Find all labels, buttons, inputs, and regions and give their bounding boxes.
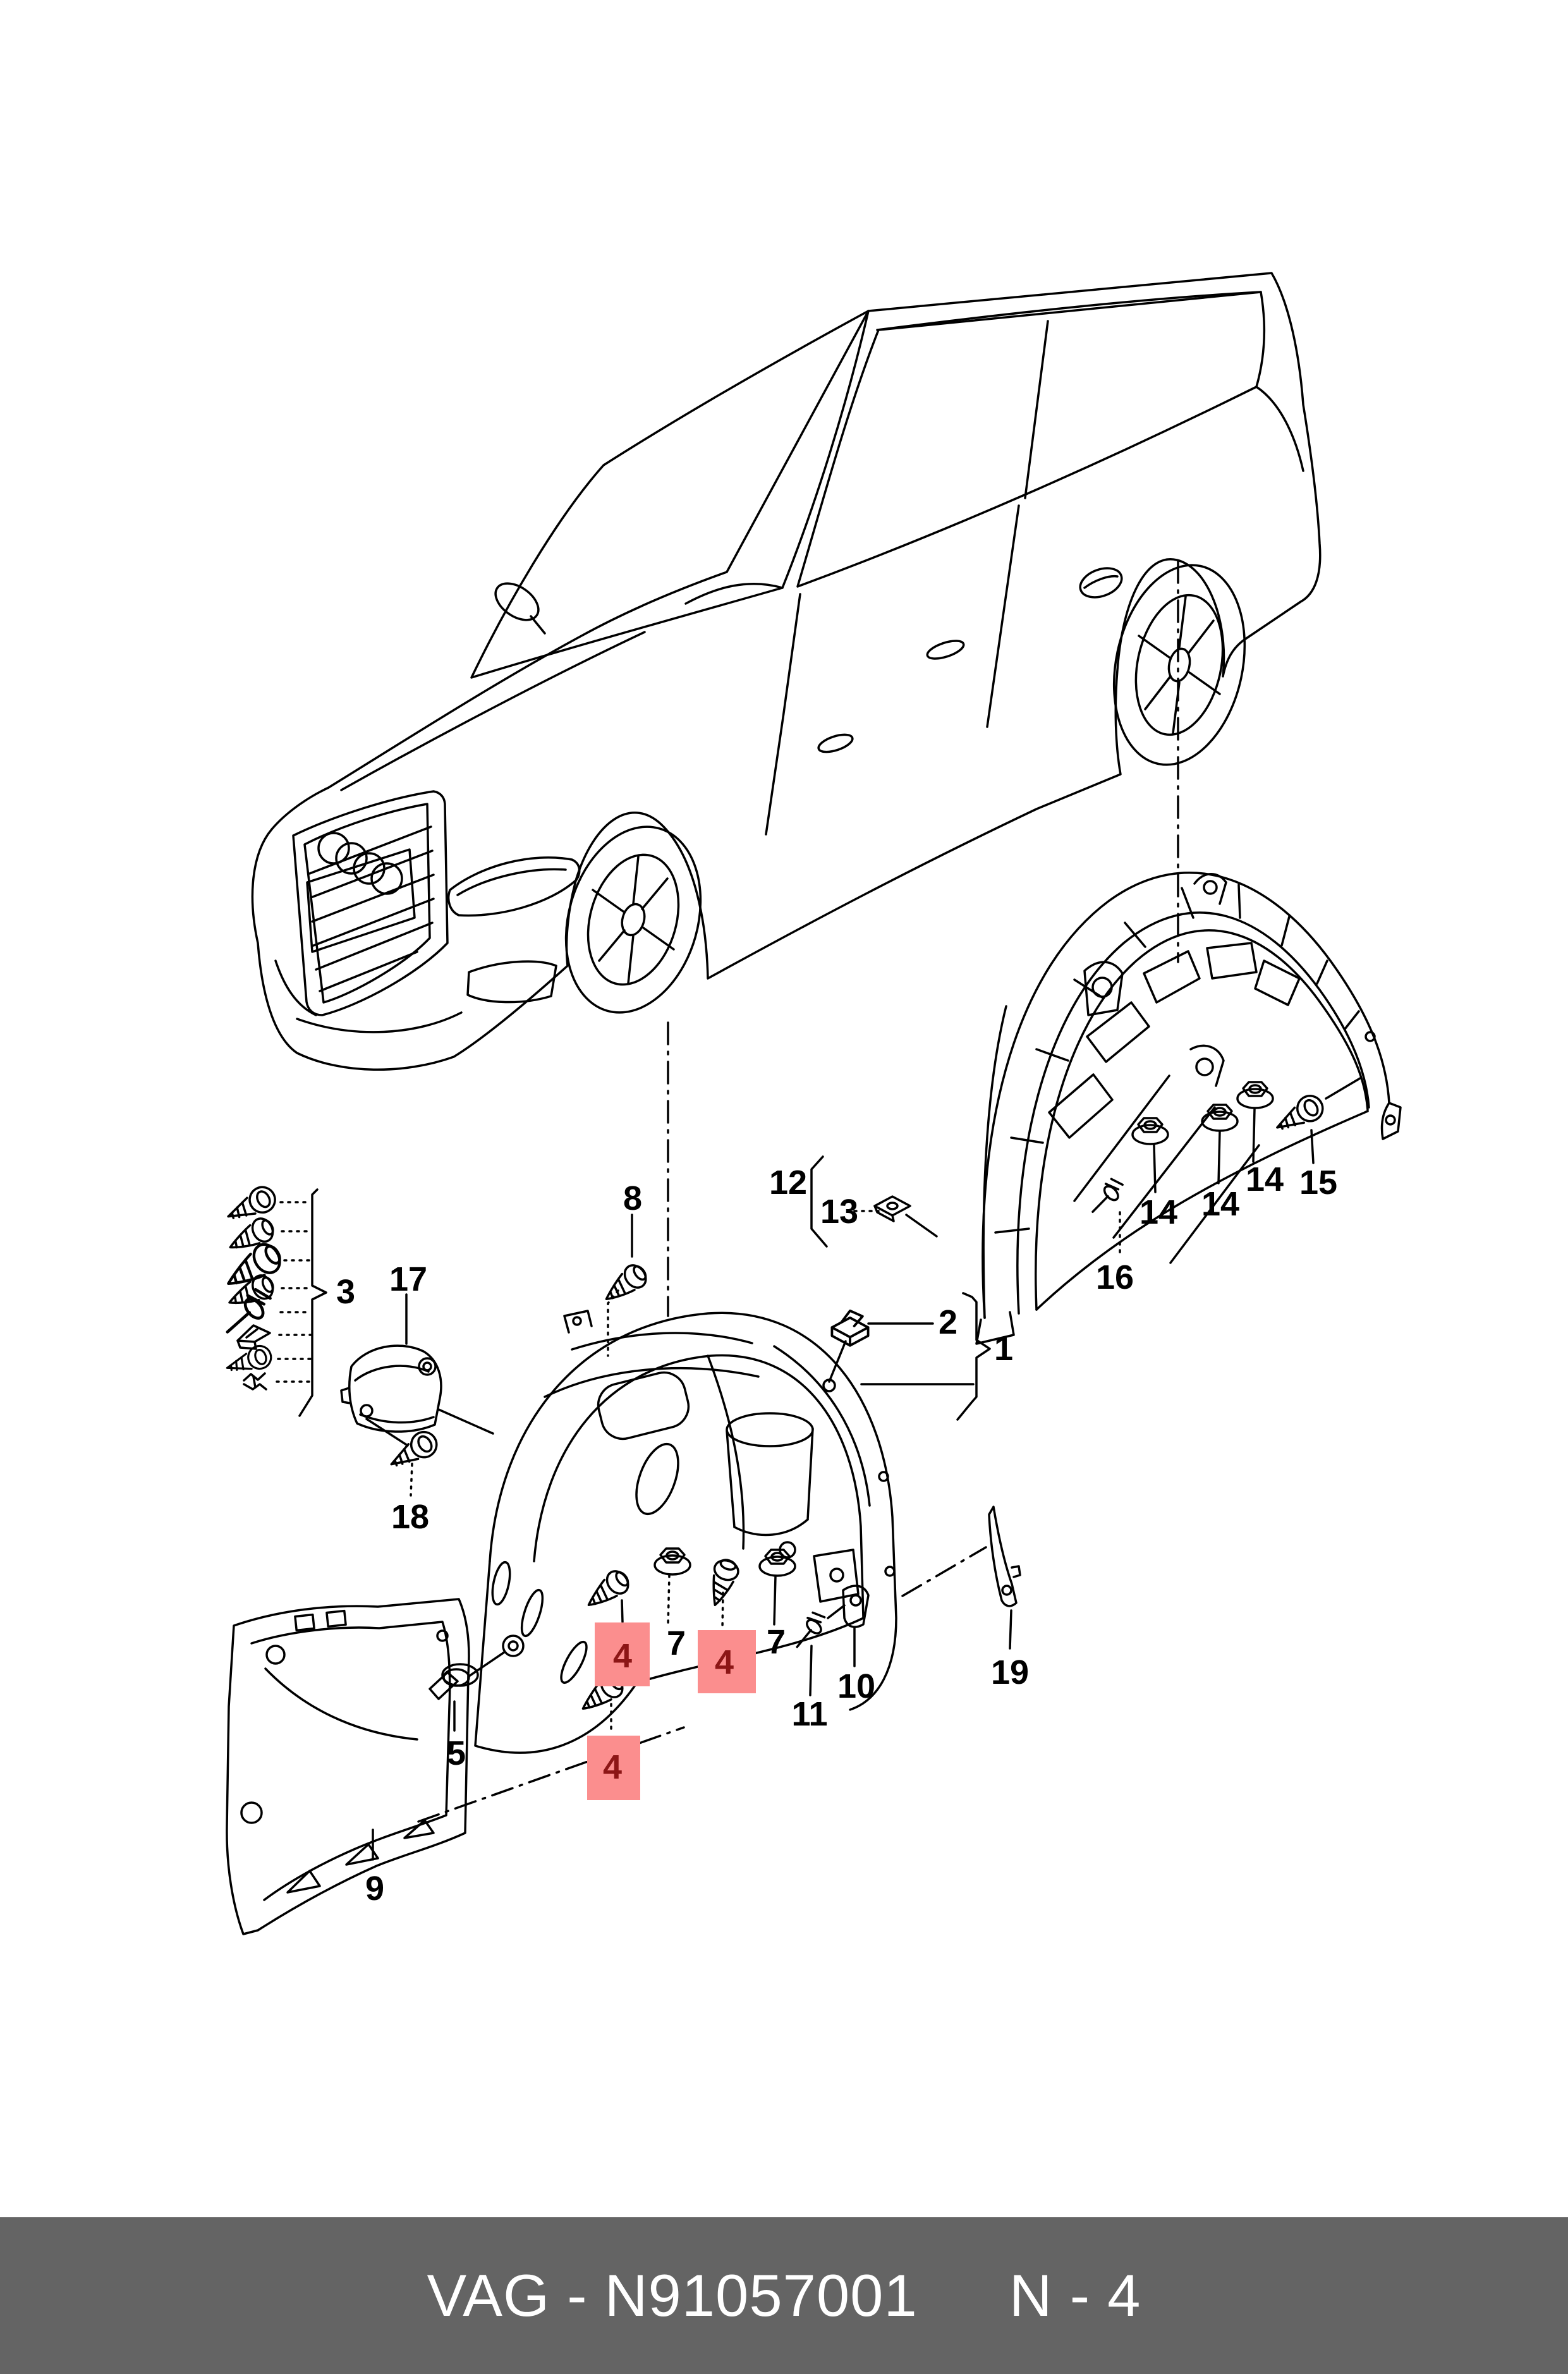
part-callout: 19: [990, 1653, 1030, 1691]
part-callout: 14: [1201, 1185, 1240, 1223]
part-callout: 4: [602, 1748, 623, 1786]
part-callout: 10: [837, 1667, 876, 1705]
part-callout: 12: [769, 1164, 808, 1202]
part-callout: 1: [994, 1330, 1014, 1368]
part-callout: 4: [612, 1637, 633, 1675]
part-callout: 3: [336, 1273, 356, 1311]
part-callout: 17: [389, 1260, 428, 1298]
part-callout: 7: [766, 1623, 786, 1661]
part-callout: 13: [820, 1193, 859, 1231]
part-callout: 8: [623, 1179, 643, 1217]
part-callout: 18: [391, 1498, 430, 1536]
footer-bar: [0, 2217, 1568, 2374]
part-callout: 7: [666, 1624, 686, 1662]
part-callout: 9: [365, 1870, 385, 1908]
part-callout: 5: [446, 1734, 466, 1772]
footer-catalog-code: VAG - N91057001: [427, 2262, 918, 2328]
part-callout: 15: [1299, 1164, 1338, 1202]
part-callout: 16: [1095, 1258, 1134, 1296]
part-callout: 11: [791, 1695, 828, 1733]
part-callout: 14: [1139, 1193, 1178, 1231]
part-callout: 14: [1245, 1160, 1284, 1198]
footer-page-ref: N - 4: [1009, 2262, 1141, 2328]
part-callout: 4: [714, 1643, 734, 1681]
part-callout: 2: [938, 1303, 958, 1341]
